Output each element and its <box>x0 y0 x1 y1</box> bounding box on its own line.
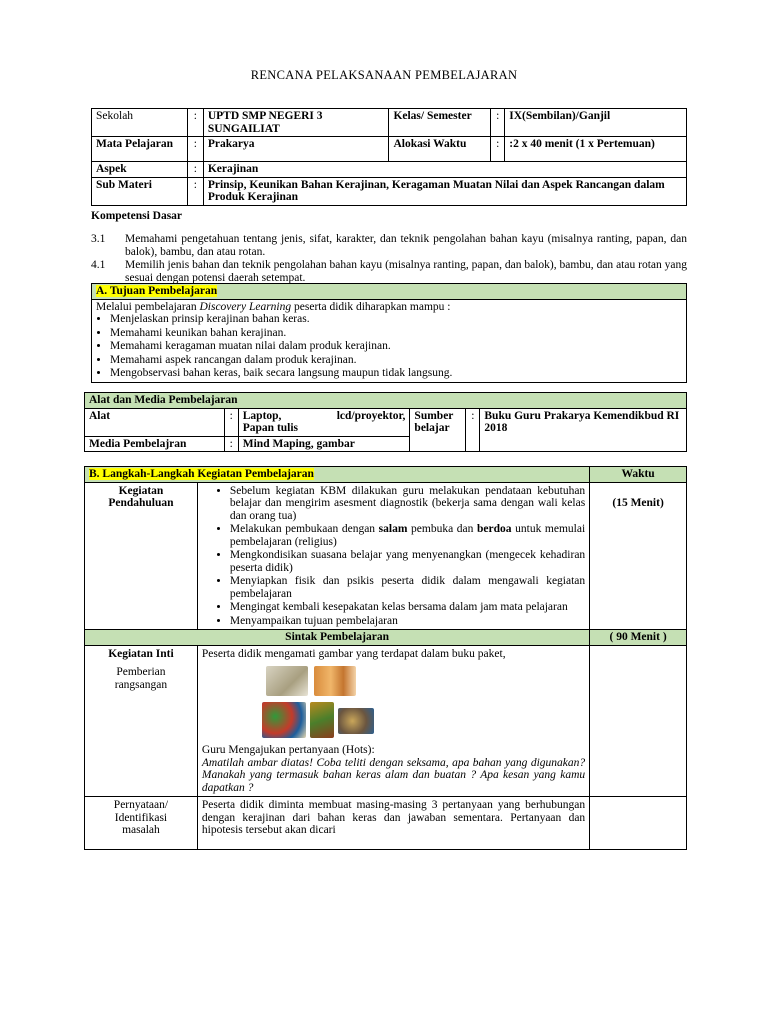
pendahuluan-item: • Sebelum kegiatan KBM dilakukan guru melakukan pendataan kebutuhan belajar dan mengirim asesment diagnostik (bekerja sama dengan wali kelas dan orang tua) <box>230 485 585 523</box>
pendahuluan-body <box>197 482 589 630</box>
inti-text: Peserta didik mengamati gambar yang terdapat dalam buku paket, <box>201 647 506 660</box>
tujuan-heading: A. Tujuan Pembelajaran <box>92 284 687 300</box>
identifikasi-time-cell <box>590 797 687 850</box>
alat-value: Laptop, lcd/proyektor, Papan tulis <box>238 408 410 436</box>
identifikasi-label: Pernyataan/ Identifikasi masalah <box>85 797 198 850</box>
submateri-label: Sub Materi <box>92 177 188 205</box>
langkah-table <box>84 466 687 850</box>
alat-label: Alat <box>85 408 225 436</box>
pendahuluan-time: (15 Menit) <box>590 482 687 630</box>
craft-images <box>262 662 382 742</box>
identifikasi-text: Peserta didik diminta membuat masing-masing 3 pertanyaan yang berhubungan dengan kerajinan dari bahan keras dan jawaban sementara. Pertanyaan dan hipotesis tersebut akan dicari <box>197 797 589 850</box>
tujuan-item: • Memahami keragaman muatan nilai dalam produk kerajinan. <box>110 340 682 353</box>
pendahuluan-item: • Mengingat kembali kesepakatan kelas bersama dalam jam mata pelajaran <box>230 601 585 614</box>
colon: : <box>187 109 203 137</box>
media-value: Mind Maping, gambar <box>238 436 410 452</box>
kompetensi-item <box>91 259 686 285</box>
craft-image-leaf <box>310 702 334 738</box>
colon: : <box>491 109 505 137</box>
pendahuluan-label: Kegiatan Pendahuluan <box>85 482 198 630</box>
aspek-value: Kerajinan <box>203 162 686 178</box>
colon: : <box>466 408 480 452</box>
kompetensi-text: Memahami pengetahuan tentang jenis, sifat, karakter, dan teknik pengolahan bahan kayu (misalnya ranting, papan, dan balok), bambu, dan atau rotan. <box>125 233 687 258</box>
pendahuluan-item: • Menyiapkan fisik dan psikis peserta didik dalam mengawali kegiatan pembelajaran <box>230 575 585 600</box>
aspek-label: Aspek <box>92 162 188 178</box>
sintak-label: Sintak Pembelajaran <box>85 630 590 646</box>
colon: : <box>187 137 203 162</box>
submateri-value: Prinsip, Keunikan Bahan Kerajinan, Keragaman Muatan Nilai dan Aspek Rancangan dalam Produk Kerajinan <box>203 177 686 205</box>
tujuan-list <box>96 313 682 380</box>
craft-image-boxes <box>266 666 308 696</box>
waktu-label: Waktu <box>590 467 687 483</box>
pendahuluan-list <box>198 485 585 628</box>
alat-heading: Alat dan Media Pembelajaran <box>85 393 687 409</box>
craft-image-baskets <box>338 708 374 734</box>
pendahuluan-item: • Menyampaikan tujuan pembelajaran <box>230 615 585 628</box>
craft-image-bags <box>314 666 356 696</box>
colon: : <box>187 177 203 205</box>
colon: : <box>187 162 203 178</box>
inti-time-cell <box>590 645 687 797</box>
sintak-time: ( 90 Menit ) <box>590 630 687 646</box>
langkah-heading: B. Langkah-Langkah Kegiatan Pembelajaran <box>85 467 590 483</box>
mapel-label: Mata Pelajaran <box>92 137 188 162</box>
page-title: RENCANA PELAKSANAAN PEMBELAJARAN <box>250 68 518 82</box>
kompetensi-heading: Kompetensi Dasar <box>91 210 183 222</box>
tujuan-item: • Memahami aspek rancangan dalam produk kerajinan. <box>110 354 682 367</box>
inti-cell <box>85 645 198 797</box>
kelas-label: Kelas/ Semester <box>389 109 491 137</box>
tujuan-item: • Memahami keunikan bahan kerajinan. <box>110 327 682 340</box>
sekolah-label: Sekolah <box>92 109 188 137</box>
tujuan-intro: Melalui pembelajaran Discovery Learning peserta didik diharapkan mampu : <box>96 300 451 313</box>
tujuan-table <box>91 283 687 383</box>
sumber-value: Buku Guru Prakarya Kemendikbud RI 2018 <box>480 408 687 452</box>
identity-table <box>91 108 687 206</box>
pendahuluan-item: • Mengkondisikan suasana belajar yang menyenangkan (mengecek kehadiran peserta didik) <box>230 549 585 574</box>
kompetensi-item <box>91 233 686 259</box>
hots-label: Guru Mengajukan pertanyaan (Hots): <box>201 744 375 756</box>
sekolah-value: UPTD SMP NEGERI 3 SUNGAILIAT <box>203 109 389 137</box>
tujuan-body <box>92 299 687 382</box>
media-label: Media Pembelajran <box>85 436 225 452</box>
tujuan-item: • Mengobservasi bahan keras, baik secara langsung maupun tidak langsung. <box>110 367 682 380</box>
colon: : <box>224 436 238 452</box>
pendahuluan-item: • Melakukan pembukaan dengan salam pembuka dan berdoa untuk memulai pembelajaran (religius) <box>230 523 585 548</box>
alokasi-value: :2 x 40 menit (1 x Pertemuan) <box>505 137 687 162</box>
rangsangan-label: Pemberian rangsangan <box>114 666 168 691</box>
inti-label: Kegiatan Inti <box>108 647 174 660</box>
mapel-value: Prakarya <box>203 137 389 162</box>
kelas-value: IX(Sembilan)/Ganjil <box>505 109 687 137</box>
hots-question: Amatilah ambar diatas! Coba teliti dengan seksama, apa bahan yang digunakan? Manakah yang termasuk bahan keras alam dan buatan ? Apa kesan yang kamu dapatkan ? <box>201 756 586 794</box>
colon: : <box>224 408 238 436</box>
craft-image-birds <box>262 702 306 738</box>
kompetensi-num: 4.1 <box>91 259 106 271</box>
colon: : <box>491 137 505 162</box>
tujuan-item: • Menjelaskan prinsip kerajinan bahan keras. <box>110 313 682 326</box>
alat-table <box>84 392 687 452</box>
inti-body <box>197 645 589 797</box>
kompetensi-num: 3.1 <box>91 233 106 245</box>
alokasi-label: Alokasi Waktu <box>389 137 491 162</box>
sumber-label: Sumber belajar <box>410 408 466 452</box>
kompetensi-text: Memilih jenis bahan dan teknik pengolahan bahan kayu (misalnya ranting, papan, dan balok), bambu, dan atau rotan yang sesuai dengan potensi daerah setempat. <box>125 259 687 284</box>
